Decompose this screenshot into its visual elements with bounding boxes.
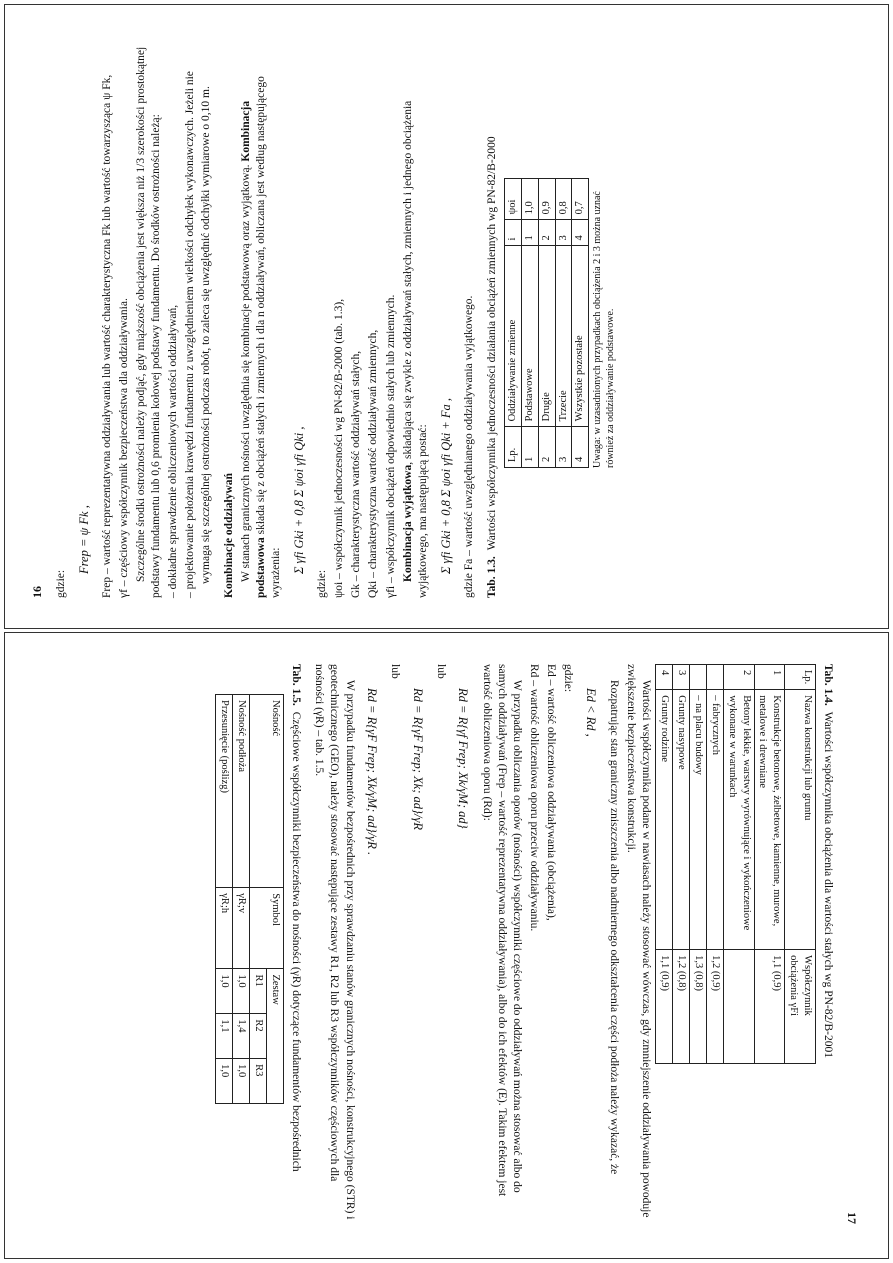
table-header-row [785, 665, 816, 1064]
cell: γR;h [216, 888, 233, 969]
header-cell: Współczynnik obciążenia γFi [785, 950, 816, 1064]
gdzie-label: gdzie: [315, 569, 328, 598]
cell [706, 665, 723, 690]
header-cell: Nazwa konstrukcji lub gruntu [785, 690, 816, 950]
page-number: 16 [30, 586, 44, 598]
header-cell: Nośność [250, 695, 284, 888]
equation: Σ γfi Gki + 0,8 Σ ψoi γfi Qki , [292, 426, 307, 574]
equation: Ed < Rd , [583, 688, 598, 737]
table-row [538, 179, 555, 468]
header-cell: R2 [250, 1014, 267, 1059]
text: , składająca się zwykle z oddziaływań stałych, zmiennych i jednego obciążenia wyjątkowego, ma następującą postać: [401, 100, 429, 598]
paragraph [239, 38, 285, 598]
table-header-row [504, 179, 521, 468]
page-number: 17 [845, 1212, 859, 1224]
cell: Trzecie [555, 246, 572, 427]
page-16 [0, 8, 880, 628]
table-1-4 [655, 664, 816, 1064]
definition: Ed – wartość obliczeniowa oddziaływania (obciążenia), [545, 664, 558, 921]
header-cell: Symbol [250, 888, 284, 969]
cell: 4 [572, 220, 589, 246]
definition: Rd – wartość obliczeniowa oporu przeciw oddziaływaniu. [528, 664, 541, 932]
cell: 3 [555, 427, 572, 468]
cell: 1,3 (0,8) [690, 950, 707, 1064]
gdzie-label: gdzie: [562, 664, 575, 693]
cell: Podstawowe [521, 246, 538, 427]
cell: 1,1 (0,9) [656, 950, 673, 1064]
cell: Nośność podłoża [233, 695, 250, 888]
cell: Grunty nasypowe [673, 690, 690, 950]
header-cell: Zestaw [266, 969, 283, 1104]
table-caption [288, 664, 303, 1224]
cell: 1,0 [233, 1059, 250, 1104]
caption-text: Częściowe współczynniki bezpieczeństwa do nośności (γR) dotyczące fundamentów bezpośrednich [290, 711, 302, 1172]
definition: Qki – charakterystyczna wartość oddziaływań zmiennych, [367, 329, 380, 598]
cell: 0,8 [555, 179, 572, 220]
table-row [690, 665, 707, 1064]
cell: – fabrycznych [706, 690, 723, 950]
page-17 [9, 634, 889, 1254]
table-note: Uwaga: w uzasadnionych przypadkach obciążenia 2 i 3 można uznać również za oddziaływanie podstawowe. [592, 191, 617, 468]
cell: 1,0 [521, 179, 538, 220]
table-label: Tab. 1.4. [822, 664, 835, 706]
caption-text: Wartości współczynnika obciążenia dla wartości stałych wg PN-82/B-2001 [822, 711, 835, 1058]
header-cell: R3 [250, 1059, 267, 1104]
text: składa się z obciążeń stałych i zmiennych i dla n oddziaływań, obliczana jest według następującego wyrażenia: [255, 76, 283, 598]
cell: Przesunięcie (poślizg) [216, 695, 233, 888]
cell: 4 [572, 427, 589, 468]
cell: 0,7 [572, 179, 589, 220]
cell: – na placu budowy [690, 690, 707, 950]
header-cell: ψoi [504, 179, 521, 220]
cell: 1,0 [216, 969, 233, 1014]
definition: γf – częściowy współczynnik bezpieczeństwa dla oddziaływania. [117, 298, 130, 598]
table-row [521, 179, 538, 468]
cell: 1,2 (0,8) [673, 950, 690, 1064]
bold-term: Kombinacja wyjątkowa [401, 464, 414, 582]
table-label: Tab. 1.5. [290, 664, 302, 706]
cell: 2 [723, 665, 754, 690]
equation: Rd = R{γF Frep; Xk; ad}/γR [410, 688, 425, 831]
equation: Rd = R{γF Frep; Xk/γM; ad}/γR . [365, 688, 380, 856]
cell: 1,1 [216, 1014, 233, 1059]
table-label: Tab. 1.3. [485, 556, 498, 598]
cell [723, 950, 754, 1064]
table-row [706, 665, 723, 1064]
cell: 3 [673, 665, 690, 690]
definition: γfi – współczynnik obciążeń odpowiednio stałych lub zmiennych. [384, 294, 397, 598]
cell: 1,4 [233, 1014, 250, 1059]
definition: Frep – wartość reprezentatywna oddziaływania lub wartość charakterystyczna Fk lub wartość towarzysząca ψ Fk, [100, 74, 113, 598]
equation: Frep = ψ Fk , [77, 505, 91, 574]
table-caption [820, 664, 835, 1224]
cell: Drugie [538, 246, 555, 427]
header-cell: i [504, 220, 521, 246]
cell: 0,9 [538, 179, 555, 220]
table-1-3 [504, 178, 589, 468]
paragraph: Rozpatrując stan graniczny zniszczenia albo nadmiernego odkształcenia części podłoża należy wykazać, że [608, 680, 621, 1175]
caption-text: Wartości współczynnika jednoczesności działania obciążeń zmiennych wg PN-82/B-2000 [485, 136, 498, 551]
gdzie-label: gdzie: [54, 569, 67, 598]
cell: 1,2 (0,9) [706, 950, 723, 1064]
cell: 4 [656, 665, 673, 690]
cell: Betony lekkie, warstwy wyrównujące i wykończeniowe wykonane w warunkach [723, 690, 754, 950]
table-row [572, 179, 589, 468]
header-cell: Oddziaływanie zmienne [504, 246, 521, 427]
paragraph: W przypadku fundamentów bezpośrednich przy sprawdzaniu stanów granicznych nośności, konstrukcyjnego (STR) i geotechnicznego (GEO), należy stosować następujące zestawy R1, R2 lub R3 współczynników częściowych dla nośności (γR) – tab. 1.5. [313, 664, 356, 1220]
bold-term: Kombinacja podstawowa [239, 100, 268, 598]
cell: Konstrukcje betonowe, żelbetowe, kamienne, murowe, metalowe i drewniane [754, 690, 785, 950]
cell: 1,0 [216, 1059, 233, 1104]
cell: 1 [521, 427, 538, 468]
cell: γR;v [233, 888, 250, 969]
or-label: lub [389, 664, 402, 679]
definition: gdzie Fa – wartość uwzględnianego oddziaływania wyjątkowego. [462, 295, 475, 598]
cell: Wszystkie pozostałe [572, 246, 589, 427]
equation: Rd = R{γf Frep; Xk/γM; ad} [456, 688, 471, 829]
paragraph [401, 38, 431, 598]
equation: Σ γfi Gki + 0,8 Σ ψoi γfi Qki + Fa , [439, 397, 454, 574]
table-row [723, 665, 754, 1064]
section-heading: Kombinacje oddziaływań [222, 473, 235, 598]
definition: Gk – charakterystyczna wartość oddziaływań stałych, [350, 350, 363, 598]
paragraph: Wartości współczynnika podane w nawiasach należy stosować wówczas, gdy zmniejszenie oddziaływania powoduje zwiększenie bezpieczeństwa konstrukcji. [625, 664, 653, 1218]
cell: 2 [538, 427, 555, 468]
cell: 1,1 (0,9) [754, 950, 785, 1064]
table-row [233, 695, 250, 1104]
cell: 2 [538, 220, 555, 246]
table-row [555, 179, 572, 468]
list-item: – projektowanie położenia krawędzi fundamentu z uwzględnieniem wielkości odchyłek wykonawczych. Jeżeli nie wymaga się szczególnej ostrożności podczas robót, to zaleca się uwzględnić odchyłki wymiarowe o 0,10 m. [184, 71, 212, 598]
header-cell: Lp. [504, 427, 521, 468]
paragraph: Szczególne środki ostrożności należy podjąć, gdy miąższość obciążenia jest większa niż 1/3 szerokości prostokątnej podstawy fundamentu lub 0,6 promienia kołowej podstawy fundamentu. Do środków ostrożności należą: [134, 46, 163, 598]
paragraph: W przypadku obliczania oporów (nośności) współczynniki częściowe do oddziaływań można stosować albo do samych oddziaływań (Frep – wartość reprezentatywna oddziaływania), albo do ich efektów (E). Takim efektem jest wartość obliczeniowa oporu (Rd): [480, 664, 523, 1197]
list-item: – dokładne sprawdzenie obliczeniowych wartości oddziaływań, [167, 304, 180, 598]
definition: ψoi – współczynnik jednoczesności wg PN-82/B-2000 (tab. 1.3), [333, 298, 346, 598]
text: W stanach granicznych nośności uwzględnia się kombinacje podstawową oraz wyjątkową. [239, 164, 252, 582]
table-1-5 [215, 694, 283, 1104]
cell: 1 [754, 665, 785, 690]
cell: 3 [555, 220, 572, 246]
cell: 1 [521, 220, 538, 246]
table-row [216, 695, 233, 1104]
cell: 1,0 [233, 969, 250, 1014]
table-row [656, 665, 673, 1064]
header-cell: R1 [250, 969, 267, 1014]
table-row [754, 665, 785, 1064]
cell [690, 665, 707, 690]
cell: Grunty rodzime [656, 690, 673, 950]
header-cell: Lp. [785, 665, 816, 690]
table-header-row [266, 695, 283, 1104]
table-caption [485, 38, 500, 598]
table-row [673, 665, 690, 1064]
or-label: lub [434, 664, 447, 679]
